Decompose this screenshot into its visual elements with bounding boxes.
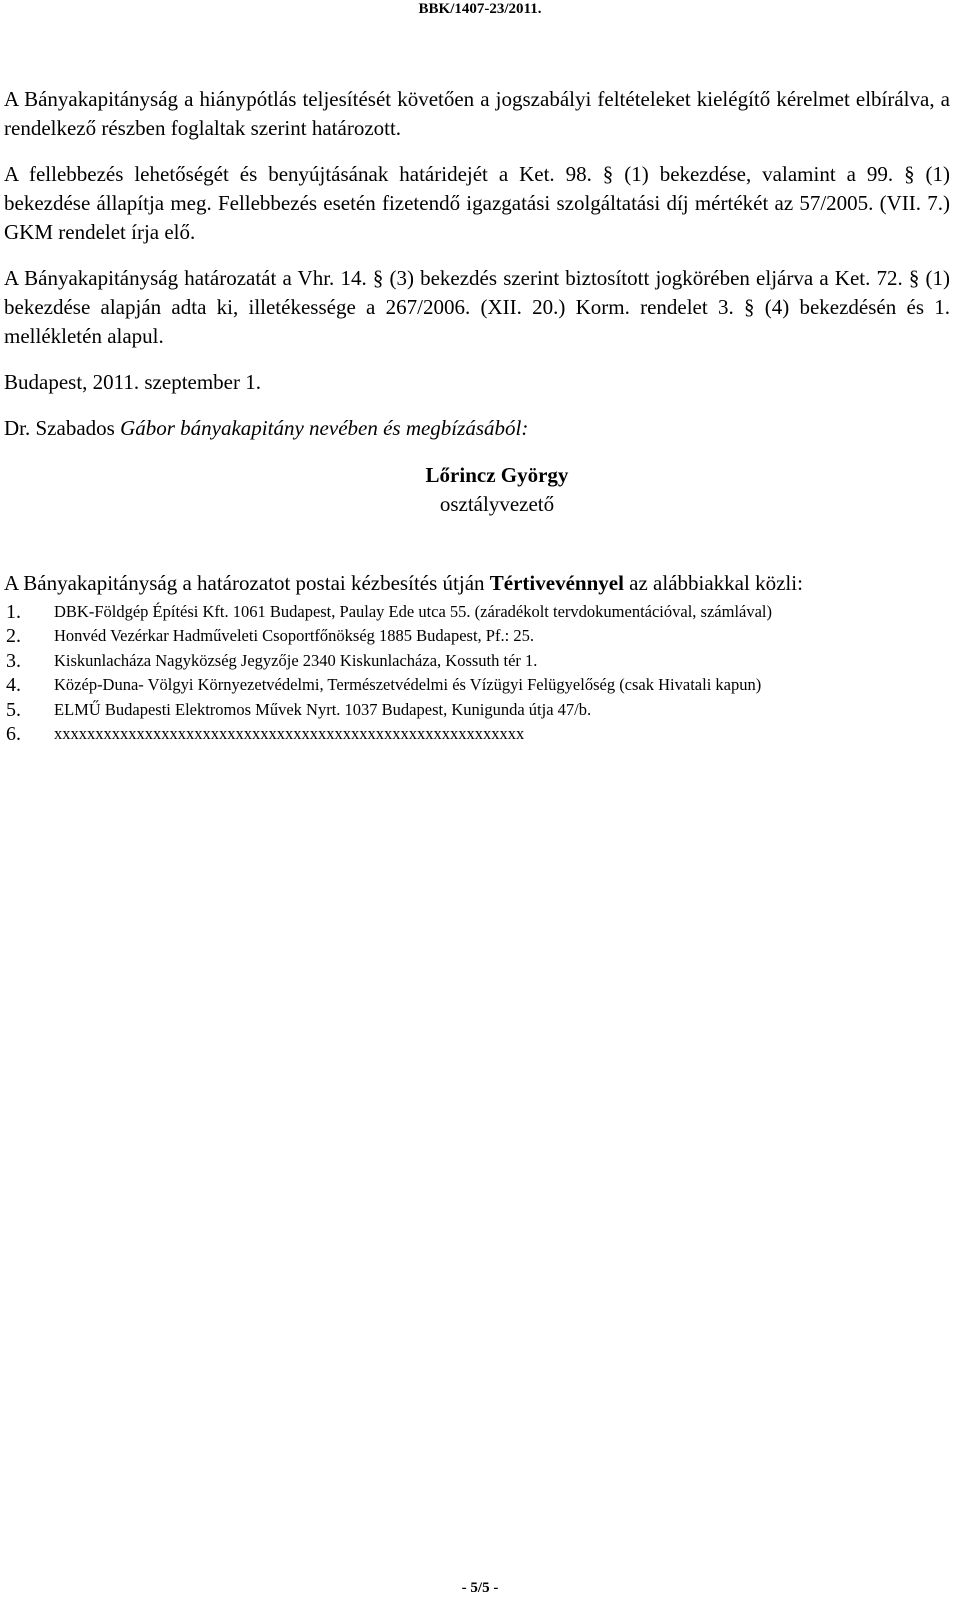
signature-block xyxy=(4,461,950,519)
notification-method: Tértivevénnyel xyxy=(489,571,624,595)
document-body xyxy=(0,85,950,746)
notification-text-after: az alábbiakkal közli: xyxy=(623,571,803,595)
page-number: - 5/5 - xyxy=(461,1580,499,1596)
list-item-number: 2. xyxy=(6,625,21,648)
list-item xyxy=(4,624,950,648)
signer-title: osztályvezető xyxy=(439,492,555,516)
signer-name: Lőrincz György xyxy=(425,463,569,487)
signer-intro-plain: Dr. Szabados xyxy=(4,416,121,440)
list-item-number: 4. xyxy=(6,674,21,697)
list-item-number: 1. xyxy=(6,601,21,623)
list-item xyxy=(4,600,950,624)
list-item xyxy=(4,722,950,746)
list-item xyxy=(4,649,950,673)
paragraph-appeal-info: A fellebbezés lehetőségét és benyújtásának határidejét a Ket. 98. § (1) bekezdése, valamint a 99. § (1) bekezdése állapítja meg. Fellebbezés esetén fizetendő igazgatási szolgáltatási díj mértékét az 57/2005. (VII. 7.) GKM rendelet írja elő. xyxy=(4,162,950,244)
list-item-number: 3. xyxy=(6,649,21,672)
paragraph-decision-summary: A Bányakapitányság a hiánypótlás teljesítését követően a jogszabályi feltételeket kielégítő kérelmet elbírálva, a rendelkező részben foglaltak szerint határozott. xyxy=(4,87,950,140)
list-item-text: Honvéd Vezérkar Hadműveleti Csoportfőnökség 1885 Budapest, Pf.: 25. xyxy=(54,626,534,646)
list-item-number: 6. xyxy=(6,723,21,746)
list-item-text: xxxxxxxxxxxxxxxxxxxxxxxxxxxxxxxxxxxxxxxxxxxxxxxxxxxxxxxxx xyxy=(54,724,525,744)
list-item-text: Közép-Duna- Völgyi Környezetvédelmi, Természetvédelmi és Vízügyi Felügyelőség (csak Hivatali kapun) xyxy=(54,675,762,695)
document-reference-number: BBK/1407-23/2011. xyxy=(418,1,542,17)
list-item-text: DBK-Földgép Építési Kft. 1061 Budapest, Paulay Ede utca 55. (záradékolt tervdokumentációval, számlával) xyxy=(54,602,773,621)
signer-intro-italic: Gábor bányakapitány nevében és megbízásából: xyxy=(120,416,529,440)
list-item-number: 5. xyxy=(6,698,21,721)
list-item-text: ELMŰ Budapesti Elektromos Művek Nyrt. 1037 Budapest, Kunigunda útja 47/b. xyxy=(54,699,592,719)
document-date: Budapest, 2011. szeptember 1. xyxy=(4,370,261,394)
signer-intro xyxy=(4,414,950,443)
list-item-text: Kiskunlacháza Nagyközség Jegyzője 2340 Kiskunlacháza, Kossuth tér 1. xyxy=(54,650,538,670)
list-item xyxy=(4,673,950,697)
list-item xyxy=(4,698,950,722)
notification-text-before: A Bányakapitányság a határozatot postai kézbesítés útján xyxy=(4,571,490,595)
paragraph-legal-basis: A Bányakapitányság határozatát a Vhr. 14. § (3) bekezdés szerint biztosított jogkörében eljárva a Ket. 72. § (1) bekezdése alapján adta ki, illetékessége a 267/2006. (XII. 20.) Korm. rendelet 3. § (4) bekezdésén és 1. mellékletén alapul. xyxy=(4,266,950,348)
notification-statement xyxy=(4,569,950,598)
recipient-list xyxy=(4,600,950,746)
